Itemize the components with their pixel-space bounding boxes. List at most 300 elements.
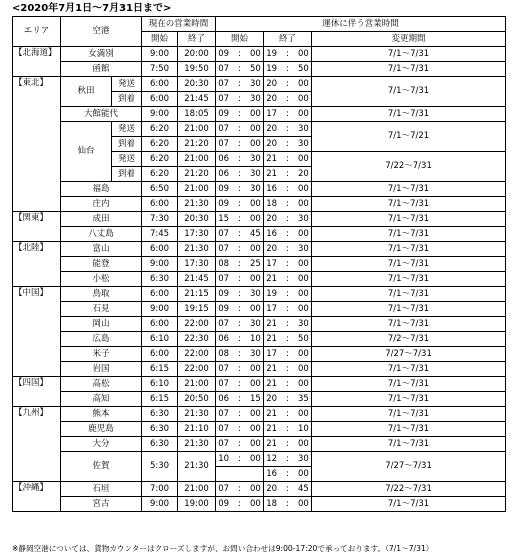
reduced-close-cell-separator: : — [286, 423, 289, 434]
reduced-open-cell-hour: 07 — [218, 318, 230, 329]
reduced-open-cell-minute: 30 — [249, 78, 261, 89]
reduced-open-cell-hour: 09 — [218, 198, 230, 209]
reduced-open-cell-hour: 09 — [218, 48, 230, 59]
period-cell: 7/1～7/31 — [312, 422, 506, 437]
reduced-open-cell-separator: : — [238, 243, 241, 254]
airport-cell: 能登 — [61, 257, 142, 272]
reduced-close-cell — [264, 62, 312, 77]
current-close-cell: 20:50 — [178, 392, 216, 407]
schedule-body — [13, 47, 506, 512]
current-close-cell: 21:00 — [178, 482, 216, 497]
current-open-cell: 7:50 — [142, 62, 178, 77]
airport-cell: 秋田 — [61, 77, 112, 107]
reduced-close-cell — [264, 167, 312, 182]
current-close-cell: 19:15 — [178, 302, 216, 317]
reduced-open-cell — [216, 407, 264, 422]
reduced-open-cell — [216, 497, 264, 512]
reduced-open-cell-separator: : — [238, 453, 241, 464]
reduced-open-cell-hour: 15 — [218, 213, 230, 224]
table-row — [13, 497, 506, 512]
table-row — [13, 377, 506, 392]
period-cell: 7/1～7/31 — [312, 287, 506, 302]
header-current-close: 終了 — [178, 32, 216, 47]
reduced-open-cell-hour: 16 — [266, 468, 278, 479]
current-close-cell: 18:05 — [178, 107, 216, 122]
reduced-close-cell-hour: 20 — [266, 393, 278, 404]
direction-cell: 到着 — [112, 167, 142, 182]
reduced-open-cell — [216, 62, 264, 77]
reduced-open-cell — [216, 77, 264, 92]
reduced-close-cell-separator: : — [286, 198, 289, 209]
current-open-cell: 6:00 — [142, 347, 178, 362]
reduced-open-cell-minute: 10 — [249, 333, 261, 344]
header-reduced-close: 終了 — [264, 32, 312, 47]
period-cell: 7/22～7/31 — [312, 482, 506, 497]
reduced-close-cell-hour: 21 — [266, 318, 278, 329]
reduced-open-cell-minute: 30 — [249, 318, 261, 329]
airport-cell: 鹿児島 — [61, 422, 142, 437]
current-open-cell: 6:00 — [142, 92, 178, 107]
reduced-close-cell-hour: 21 — [266, 333, 278, 344]
period-cell: 7/22～7/31 — [312, 152, 506, 182]
current-close-cell: 20:30 — [178, 212, 216, 227]
reduced-open-cell — [216, 287, 264, 302]
reduced-open-cell — [216, 332, 264, 347]
reduced-open-cell-minute: 30 — [249, 288, 261, 299]
current-open-cell: 6:20 — [142, 122, 178, 137]
reduced-close-cell-separator: : — [286, 378, 289, 389]
reduced-close-cell-separator: : — [286, 93, 289, 104]
airport-cell: 石見 — [61, 302, 142, 317]
airport-cell: 大分 — [61, 437, 142, 452]
reduced-close-cell — [264, 182, 312, 197]
reduced-close-cell-hour: 19 — [266, 48, 278, 59]
footnote: ※静岡空港については、貨物カウンターはクローズしますが、お問い合わせは9:00-17:20で承っております。（7/1～7/31） — [12, 544, 434, 553]
reduced-open-cell-minute: 00 — [249, 198, 261, 209]
reduced-close-cell — [264, 122, 312, 137]
reduced-open-cell-separator: : — [238, 63, 241, 74]
direction-cell: 発送 — [112, 152, 142, 167]
reduced-open-cell-separator: : — [238, 258, 241, 269]
reduced-open-cell-minute: 00 — [249, 48, 261, 59]
reduced-open-cell-separator: : — [238, 318, 241, 329]
period-cell: 7/1～7/31 — [312, 47, 506, 62]
airport-cell: 宮古 — [61, 497, 142, 512]
reduced-close-cell-minute: 00 — [297, 78, 309, 89]
airport-cell: 富山 — [61, 242, 142, 257]
reduced-open-cell-separator: : — [238, 48, 241, 59]
reduced-close-cell — [264, 287, 312, 302]
table-row — [13, 47, 506, 62]
period-cell: 7/1～7/31 — [312, 377, 506, 392]
table-row — [13, 452, 506, 467]
current-close-cell: 21:45 — [178, 272, 216, 287]
reduced-close-cell-hour: 21 — [266, 378, 278, 389]
reduced-close-cell-minute: 30 — [297, 213, 309, 224]
current-open-cell: 6:20 — [142, 137, 178, 152]
reduced-open-cell-minute: 00 — [249, 138, 261, 149]
reduced-close-cell-separator: : — [286, 318, 289, 329]
period-cell: 7/27～7/31 — [312, 452, 506, 482]
airport-cell: 高松 — [61, 377, 142, 392]
reduced-close-cell-separator: : — [286, 183, 289, 194]
current-open-cell: 9:00 — [142, 497, 178, 512]
current-open-cell: 6:30 — [142, 272, 178, 287]
reduced-open-cell-minute: 00 — [249, 303, 261, 314]
reduced-open-cell-separator: : — [238, 273, 241, 284]
reduced-open-cell-separator: : — [238, 288, 241, 299]
reduced-open-cell-minute: 30 — [249, 183, 261, 194]
reduced-open-cell-minute: 00 — [249, 438, 261, 449]
current-open-cell: 6:10 — [142, 332, 178, 347]
reduced-open-cell-separator: : — [238, 408, 241, 419]
reduced-open-cell — [216, 197, 264, 212]
current-open-cell: 6:20 — [142, 152, 178, 167]
reduced-close-cell-separator: : — [286, 258, 289, 269]
reduced-close-cell-hour: 21 — [266, 153, 278, 164]
page-title: <2020年7月1日～7月31日まで> — [12, 3, 172, 14]
reduced-open-cell-hour: 07 — [218, 93, 230, 104]
reduced-close-cell-separator: : — [286, 333, 289, 344]
reduced-open-cell-hour: 07 — [218, 78, 230, 89]
airport-cell: 広島 — [61, 332, 142, 347]
reduced-close-cell-hour: 20 — [266, 78, 278, 89]
area-cell: 【中国】 — [13, 287, 61, 377]
reduced-close-cell-minute: 00 — [297, 288, 309, 299]
current-close-cell: 21:00 — [178, 377, 216, 392]
current-close-cell: 22:00 — [178, 362, 216, 377]
reduced-close-cell — [264, 347, 312, 362]
reduced-open-cell-separator: : — [238, 153, 241, 164]
period-cell: 7/1～7/31 — [312, 302, 506, 317]
reduced-close-cell-separator: : — [286, 78, 289, 89]
area-cell: 【東北】 — [13, 77, 61, 212]
period-cell: 7/1～7/31 — [312, 257, 506, 272]
reduced-open-cell-separator: : — [238, 438, 241, 449]
reduced-close-cell — [264, 242, 312, 257]
reduced-close-cell-hour: 20 — [266, 93, 278, 104]
reduced-close-cell-hour: 20 — [266, 213, 278, 224]
airport-cell: 成田 — [61, 212, 142, 227]
reduced-close-cell-minute: 00 — [297, 153, 309, 164]
reduced-close-cell-separator: : — [286, 273, 289, 284]
reduced-open-cell-separator: : — [238, 303, 241, 314]
reduced-close-cell-hour: 21 — [266, 423, 278, 434]
reduced-close-cell-separator: : — [286, 138, 289, 149]
reduced-open-cell — [216, 452, 264, 467]
current-open-cell: 6:00 — [142, 317, 178, 332]
reduced-close-cell-hour: 12 — [266, 453, 278, 464]
reduced-close-cell-minute: 20 — [297, 168, 309, 179]
current-open-cell: 9:00 — [142, 47, 178, 62]
current-open-cell: 6:00 — [142, 77, 178, 92]
reduced-open-cell-hour: 10 — [218, 453, 230, 464]
current-close-cell: 17:30 — [178, 227, 216, 242]
airport-cell: 函館 — [61, 62, 142, 77]
direction-cell: 到着 — [112, 92, 142, 107]
schedule-table — [12, 16, 506, 512]
reduced-open-cell-hour: 06 — [218, 393, 230, 404]
period-cell: 7/27～7/31 — [312, 347, 506, 362]
reduced-close-cell-minute: 00 — [297, 408, 309, 419]
reduced-open-cell-hour: 08 — [218, 258, 230, 269]
reduced-open-cell-hour: 07 — [218, 438, 230, 449]
reduced-open-cell — [216, 242, 264, 257]
period-cell: 7/1～7/31 — [312, 407, 506, 422]
table-row — [13, 287, 506, 302]
reduced-close-cell — [264, 92, 312, 107]
period-cell: 7/1～7/31 — [312, 362, 506, 377]
reduced-open-cell-separator: : — [238, 138, 241, 149]
table-row — [13, 227, 506, 242]
reduced-open-cell — [216, 317, 264, 332]
reduced-close-cell-separator: : — [286, 123, 289, 134]
reduced-open-cell — [216, 152, 264, 167]
reduced-open-cell — [216, 272, 264, 287]
current-open-cell: 6:30 — [142, 437, 178, 452]
reduced-open-cell-minute: 30 — [249, 153, 261, 164]
reduced-close-cell — [264, 137, 312, 152]
reduced-close-cell-minute: 50 — [297, 63, 309, 74]
table-row — [13, 272, 506, 287]
period-cell: 7/1～7/31 — [312, 197, 506, 212]
current-open-cell: 6:00 — [142, 197, 178, 212]
airport-cell: 石垣 — [61, 482, 142, 497]
reduced-close-cell-separator: : — [286, 48, 289, 59]
reduced-close-cell-separator: : — [286, 288, 289, 299]
reduced-close-cell — [264, 422, 312, 437]
reduced-close-cell-hour: 21 — [266, 273, 278, 284]
period-cell: 7/1～7/31 — [312, 272, 506, 287]
period-cell: 7/1～7/31 — [312, 437, 506, 452]
airport-cell: 小松 — [61, 272, 142, 287]
reduced-open-cell-hour: 07 — [218, 423, 230, 434]
reduced-open-cell-hour: 09 — [218, 303, 230, 314]
direction-cell: 到着 — [112, 137, 142, 152]
period-cell: 7/1～7/31 — [312, 242, 506, 257]
reduced-close-cell-hour: 20 — [266, 243, 278, 254]
reduced-close-cell-minute: 30 — [297, 318, 309, 329]
reduced-close-cell-hour: 19 — [266, 63, 278, 74]
reduced-close-cell-hour: 20 — [266, 123, 278, 134]
current-close-cell: 21:30 — [178, 452, 216, 482]
table-row — [13, 182, 506, 197]
reduced-close-cell-hour: 21 — [266, 438, 278, 449]
reduced-close-cell-minute: 00 — [297, 438, 309, 449]
reduced-open-cell-hour: 07 — [218, 273, 230, 284]
reduced-open-cell-separator: : — [238, 348, 241, 359]
current-close-cell: 21:00 — [178, 152, 216, 167]
reduced-close-cell-minute: 30 — [297, 123, 309, 134]
reduced-close-cell-hour: 18 — [266, 198, 278, 209]
current-close-cell: 21:45 — [178, 92, 216, 107]
reduced-open-cell-minute: 50 — [249, 63, 261, 74]
reduced-close-cell-minute: 00 — [297, 273, 309, 284]
reduced-open-cell-hour: 07 — [218, 138, 230, 149]
reduced-close-cell — [264, 302, 312, 317]
reduced-open-cell-separator: : — [238, 423, 241, 434]
reduced-open-cell-hour: 08 — [218, 348, 230, 359]
reduced-open-cell-minute: 00 — [249, 108, 261, 119]
reduced-open-cell-minute: 30 — [249, 93, 261, 104]
airport-cell: 米子 — [61, 347, 142, 362]
current-close-cell: 21:10 — [178, 422, 216, 437]
table-row — [13, 197, 506, 212]
reduced-open-cell-separator: : — [238, 93, 241, 104]
period-cell: 7/1～7/31 — [312, 77, 506, 107]
header-row-top — [13, 17, 506, 32]
current-open-cell: 6:15 — [142, 392, 178, 407]
reduced-open-cell-hour: 06 — [218, 153, 230, 164]
direction-cell — [216, 467, 264, 482]
reduced-close-cell — [264, 47, 312, 62]
reduced-close-cell — [264, 392, 312, 407]
table-row — [13, 332, 506, 347]
table-row — [13, 62, 506, 77]
reduced-close-cell — [264, 272, 312, 287]
reduced-open-cell-minute: 00 — [249, 453, 261, 464]
reduced-close-cell-separator: : — [286, 498, 289, 509]
reduced-close-cell-hour: 19 — [266, 288, 278, 299]
reduced-close-cell-hour: 18 — [266, 498, 278, 509]
direction-cell: 発送 — [112, 77, 142, 92]
current-open-cell: 6:00 — [142, 287, 178, 302]
period-cell: 7/1～7/31 — [312, 392, 506, 407]
reduced-close-cell-hour: 16 — [266, 228, 278, 239]
reduced-close-cell-minute: 50 — [297, 333, 309, 344]
airport-cell: 八丈島 — [61, 227, 142, 242]
reduced-open-cell-hour: 06 — [218, 333, 230, 344]
current-close-cell: 21:00 — [178, 182, 216, 197]
reduced-open-cell — [216, 47, 264, 62]
header-period: 変更期間 — [312, 32, 506, 47]
header-reduced-hours: 運休に伴う営業時間 — [216, 17, 506, 32]
current-close-cell: 21:30 — [178, 407, 216, 422]
airport-cell: 高知 — [61, 392, 142, 407]
reduced-open-cell-separator: : — [238, 378, 241, 389]
current-close-cell: 19:00 — [178, 497, 216, 512]
reduced-open-cell — [216, 257, 264, 272]
reduced-open-cell — [216, 347, 264, 362]
reduced-close-cell-minute: 00 — [297, 198, 309, 209]
reduced-open-cell-separator: : — [238, 213, 241, 224]
reduced-open-cell — [216, 392, 264, 407]
reduced-open-cell — [216, 92, 264, 107]
reduced-close-cell-minute: 30 — [297, 138, 309, 149]
reduced-close-cell — [264, 317, 312, 332]
reduced-close-cell-minute: 00 — [297, 183, 309, 194]
current-open-cell: 9:00 — [142, 107, 178, 122]
reduced-open-cell — [216, 482, 264, 497]
reduced-close-cell-hour: 20 — [266, 138, 278, 149]
reduced-close-cell-separator: : — [286, 153, 289, 164]
current-close-cell: 20:00 — [178, 47, 216, 62]
reduced-open-cell-minute: 30 — [249, 348, 261, 359]
reduced-close-cell — [264, 362, 312, 377]
reduced-open-cell-separator: : — [286, 468, 289, 479]
current-close-cell: 17:30 — [178, 257, 216, 272]
reduced-close-cell-minute: 10 — [297, 423, 309, 434]
current-close-cell: 19:50 — [178, 62, 216, 77]
reduced-open-cell-separator: : — [238, 168, 241, 179]
reduced-open-cell — [216, 182, 264, 197]
reduced-open-cell-minute: 15 — [249, 393, 261, 404]
reduced-close-cell — [264, 452, 312, 467]
table-row — [13, 407, 506, 422]
reduced-open-cell — [216, 137, 264, 152]
airport-cell: 大館能代 — [61, 107, 142, 122]
table-row — [13, 437, 506, 452]
reduced-open-cell-hour: 07 — [218, 408, 230, 419]
reduced-close-cell-minute: 45 — [297, 483, 309, 494]
reduced-open-cell-minute: 00 — [249, 378, 261, 389]
reduced-open-cell — [216, 227, 264, 242]
reduced-close-cell-minute: 00 — [297, 348, 309, 359]
current-close-cell: 22:00 — [178, 317, 216, 332]
reduced-close-cell-hour: 17 — [266, 303, 278, 314]
header-current-hours: 現在の営業時間 — [142, 17, 216, 32]
current-open-cell: 6:30 — [142, 422, 178, 437]
table-row — [13, 392, 506, 407]
reduced-open-cell — [216, 107, 264, 122]
reduced-close-cell-separator: : — [286, 108, 289, 119]
airport-cell: 佐賀 — [61, 452, 142, 482]
table-row — [13, 362, 506, 377]
reduced-close-cell — [264, 197, 312, 212]
reduced-open-cell-separator: : — [238, 198, 241, 209]
reduced-open-cell-separator: : — [238, 183, 241, 194]
reduced-close-cell-separator: : — [286, 348, 289, 359]
reduced-close-cell-hour: 16 — [266, 183, 278, 194]
current-close-cell: 21:30 — [178, 197, 216, 212]
period-cell: 7/2～7/31 — [312, 332, 506, 347]
header-airport: 空港 — [61, 17, 142, 47]
reduced-open-cell-hour: 07 — [218, 228, 230, 239]
table-row — [13, 317, 506, 332]
reduced-close-cell-separator: : — [286, 453, 289, 464]
area-cell: 【九州】 — [13, 407, 61, 482]
table-row — [13, 212, 506, 227]
reduced-close-cell-minute: 00 — [297, 228, 309, 239]
reduced-close-cell-separator: : — [286, 228, 289, 239]
airport-cell: 熊本 — [61, 407, 142, 422]
reduced-close-cell-minute: 00 — [297, 303, 309, 314]
reduced-close-cell-minute: 30 — [297, 243, 309, 254]
reduced-open-cell — [216, 422, 264, 437]
reduced-open-cell-minute: 00 — [249, 423, 261, 434]
period-cell: 7/1～7/31 — [312, 62, 506, 77]
reduced-close-cell-minute: 00 — [297, 498, 309, 509]
current-close-cell: 21:20 — [178, 137, 216, 152]
reduced-open-cell-hour: 07 — [218, 123, 230, 134]
reduced-open-cell-minute: 25 — [249, 258, 261, 269]
reduced-close-cell-hour: 21 — [266, 363, 278, 374]
area-cell: 【四国】 — [13, 377, 61, 407]
table-row — [13, 482, 506, 497]
reduced-open-cell-separator: : — [238, 228, 241, 239]
reduced-open-cell-hour: 06 — [218, 168, 230, 179]
current-open-cell: 6:00 — [142, 242, 178, 257]
direction-cell: 発送 — [112, 122, 142, 137]
airport-cell: 岡山 — [61, 317, 142, 332]
reduced-open-cell-hour: 09 — [218, 288, 230, 299]
current-close-cell: 21:30 — [178, 242, 216, 257]
period-cell: 7/1～7/31 — [312, 317, 506, 332]
reduced-open-cell-hour: 09 — [218, 108, 230, 119]
current-open-cell: 6:15 — [142, 362, 178, 377]
current-close-cell: 22:30 — [178, 332, 216, 347]
current-open-cell: 9:00 — [142, 302, 178, 317]
